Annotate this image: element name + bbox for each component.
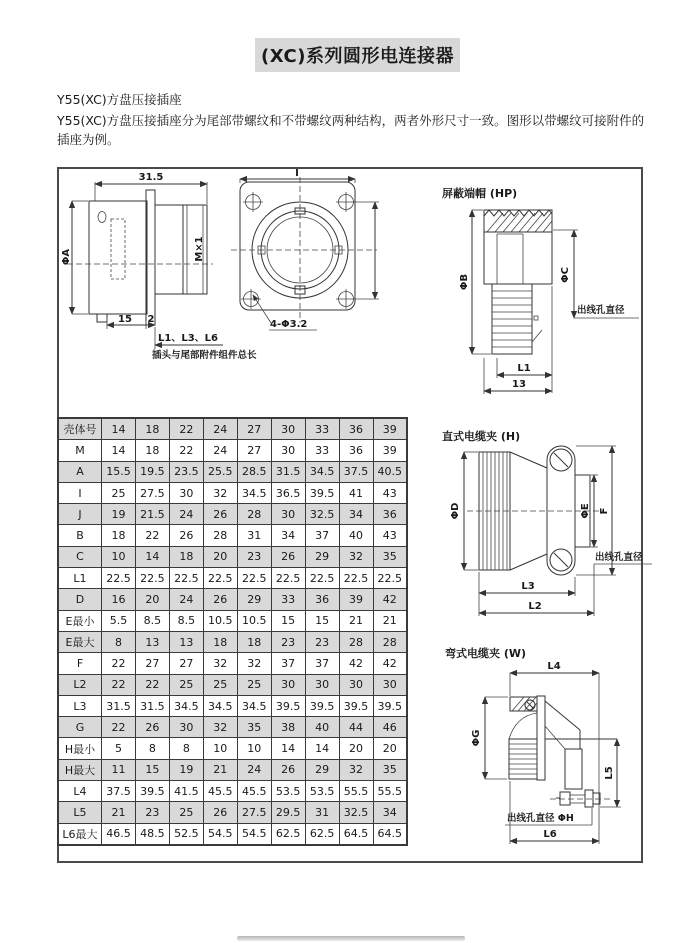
dim-L6: L6 bbox=[543, 829, 557, 840]
cell-value: 22.5 bbox=[169, 568, 203, 589]
cell-value: 23 bbox=[305, 631, 339, 652]
cell-value: 25 bbox=[102, 482, 136, 503]
cell-value: 18 bbox=[135, 440, 169, 461]
cell-value: 20 bbox=[339, 738, 373, 759]
cell-value: 32.5 bbox=[339, 802, 373, 823]
cell-value: 32.5 bbox=[305, 504, 339, 525]
cell-value: 33 bbox=[271, 589, 305, 610]
front-view-diagram bbox=[231, 167, 445, 339]
cell-value: 26 bbox=[203, 589, 237, 610]
cell-value: 28 bbox=[339, 631, 373, 652]
dim-I: I bbox=[295, 168, 299, 179]
cell-value: 40.5 bbox=[373, 461, 407, 482]
cell-value: 31 bbox=[237, 525, 271, 546]
cell-value: 30 bbox=[271, 418, 305, 440]
cell-value: 24 bbox=[169, 589, 203, 610]
row-label: B bbox=[58, 525, 102, 546]
cell-value: 8.5 bbox=[135, 610, 169, 631]
cell-value: 20 bbox=[203, 546, 237, 567]
cell-value: 10 bbox=[237, 738, 271, 759]
cell-value: 45.5 bbox=[237, 781, 271, 802]
cell-value: 42 bbox=[373, 589, 407, 610]
cell-value: 27 bbox=[169, 653, 203, 674]
cell-value: 21 bbox=[373, 610, 407, 631]
cell-value: 14 bbox=[102, 418, 136, 440]
row-label: 壳体号 bbox=[58, 418, 102, 440]
dim-phiE: ΦE bbox=[580, 503, 591, 519]
cell-value: 22.5 bbox=[102, 568, 136, 589]
cell-value: 24 bbox=[237, 759, 271, 780]
cell-value: 26 bbox=[271, 759, 305, 780]
cell-value: 26 bbox=[135, 717, 169, 738]
cell-value: 15 bbox=[271, 610, 305, 631]
cell-value: 41.5 bbox=[169, 781, 203, 802]
cell-value: 22 bbox=[169, 418, 203, 440]
cell-value: 25 bbox=[203, 674, 237, 695]
cell-value: 31.5 bbox=[271, 461, 305, 482]
row-label: M bbox=[58, 440, 102, 461]
cell-value: 34.5 bbox=[305, 461, 339, 482]
cell-value: 33 bbox=[305, 440, 339, 461]
cell-value: 18 bbox=[169, 546, 203, 567]
cell-value: 27 bbox=[237, 418, 271, 440]
row-label: C bbox=[58, 546, 102, 567]
table-row bbox=[58, 717, 407, 738]
cell-value: 39.5 bbox=[305, 482, 339, 503]
dim-L3: L3 bbox=[521, 581, 535, 592]
cell-value: 34.5 bbox=[237, 695, 271, 716]
drawing-frame bbox=[57, 167, 643, 863]
dim-F: F bbox=[599, 507, 610, 515]
cell-value: 28 bbox=[203, 525, 237, 546]
cell-value: 34 bbox=[339, 504, 373, 525]
cell-value: 23 bbox=[271, 631, 305, 652]
cell-value: 8 bbox=[169, 738, 203, 759]
table-row bbox=[58, 674, 407, 695]
hp-diagram bbox=[447, 182, 654, 397]
cell-value: 22 bbox=[169, 440, 203, 461]
cell-value: 10.5 bbox=[203, 610, 237, 631]
cell-value: 22.5 bbox=[339, 568, 373, 589]
side-view-diagram bbox=[61, 171, 257, 367]
cell-value: 39.5 bbox=[135, 781, 169, 802]
cell-value: 13 bbox=[135, 631, 169, 652]
cell-value: 39.5 bbox=[373, 695, 407, 716]
cell-value: 30 bbox=[305, 674, 339, 695]
cell-value: 23 bbox=[135, 802, 169, 823]
table-row bbox=[58, 440, 407, 461]
cell-value: 39.5 bbox=[271, 695, 305, 716]
table-row bbox=[58, 781, 407, 802]
dimension-table-body bbox=[58, 418, 407, 845]
table-row bbox=[58, 802, 407, 823]
cell-value: 48.5 bbox=[135, 823, 169, 845]
cell-value: 5.5 bbox=[102, 610, 136, 631]
cell-value: 14 bbox=[135, 546, 169, 567]
w-clamp-diagram bbox=[442, 656, 669, 861]
cell-value: 8 bbox=[102, 631, 136, 652]
cell-value: 23 bbox=[237, 546, 271, 567]
cell-value: 30 bbox=[339, 674, 373, 695]
cell-value: 18 bbox=[203, 631, 237, 652]
cell-value: 64.5 bbox=[339, 823, 373, 845]
cell-value: 37 bbox=[305, 525, 339, 546]
row-label: H最大 bbox=[58, 759, 102, 780]
cell-value: 26 bbox=[169, 525, 203, 546]
row-label: L1 bbox=[58, 568, 102, 589]
dim-phiG: ΦG bbox=[471, 729, 482, 747]
cell-value: 27 bbox=[135, 653, 169, 674]
cell-value: 52.5 bbox=[169, 823, 203, 845]
table-row bbox=[58, 546, 407, 567]
cell-value: 22.5 bbox=[373, 568, 407, 589]
dim-phiD: ΦD bbox=[450, 502, 461, 520]
cell-value: 25 bbox=[169, 674, 203, 695]
cell-value: 40 bbox=[339, 525, 373, 546]
cell-value: 54.5 bbox=[203, 823, 237, 845]
cell-value: 18 bbox=[135, 418, 169, 440]
cell-value: 19.5 bbox=[135, 461, 169, 482]
cell-value: 42 bbox=[339, 653, 373, 674]
dim-L2: L2 bbox=[528, 601, 542, 612]
cell-value: 22.5 bbox=[203, 568, 237, 589]
cell-value: 22 bbox=[135, 674, 169, 695]
cell-value: 29 bbox=[305, 546, 339, 567]
cell-value: 28.5 bbox=[237, 461, 271, 482]
cell-value: 35 bbox=[237, 717, 271, 738]
dim-L4: L4 bbox=[547, 661, 561, 672]
cell-value: 39 bbox=[339, 589, 373, 610]
table-row bbox=[58, 525, 407, 546]
dim-2: 2 bbox=[147, 314, 155, 325]
row-label: L6最大 bbox=[58, 823, 102, 845]
table-row bbox=[58, 631, 407, 652]
h-clamp-title: 直式电缆夹 (H) bbox=[442, 430, 521, 443]
cell-value: 22.5 bbox=[135, 568, 169, 589]
cell-value: 31.5 bbox=[135, 695, 169, 716]
cell-value: 34.5 bbox=[237, 482, 271, 503]
cell-value: 22 bbox=[102, 653, 136, 674]
side-view-caption: 插头与尾部附件组件总长 bbox=[152, 350, 257, 361]
cell-value: 37.5 bbox=[102, 781, 136, 802]
cell-value: 54.5 bbox=[237, 823, 271, 845]
cell-value: 10 bbox=[102, 546, 136, 567]
hp-title: 屏蔽端帽 (HP) bbox=[442, 187, 518, 200]
row-label: D bbox=[58, 589, 102, 610]
row-label: H最小 bbox=[58, 738, 102, 759]
row-label: L4 bbox=[58, 781, 102, 802]
cell-value: 30 bbox=[169, 482, 203, 503]
cell-value: 19 bbox=[169, 759, 203, 780]
w-clamp-title: 弯式电缆夹 (W) bbox=[445, 647, 527, 660]
cell-value: 29 bbox=[305, 759, 339, 780]
dim-phiB: ΦB bbox=[459, 273, 470, 291]
table-row bbox=[58, 610, 407, 631]
cell-value: 22.5 bbox=[305, 568, 339, 589]
row-label: E最小 bbox=[58, 610, 102, 631]
cell-value: 42 bbox=[373, 653, 407, 674]
dim-phiC: ΦC bbox=[560, 267, 571, 283]
cell-value: 32 bbox=[339, 759, 373, 780]
cell-value: 32 bbox=[237, 653, 271, 674]
cell-value: 55.5 bbox=[339, 781, 373, 802]
table-row bbox=[58, 461, 407, 482]
cell-value: 26 bbox=[203, 802, 237, 823]
cell-value: 26 bbox=[271, 546, 305, 567]
cell-value: 39.5 bbox=[305, 695, 339, 716]
row-label: L2 bbox=[58, 674, 102, 695]
table-row bbox=[58, 504, 407, 525]
cell-value: 15 bbox=[305, 610, 339, 631]
cell-value: 44 bbox=[339, 717, 373, 738]
dim-15: 15 bbox=[118, 314, 132, 325]
intro-line-2: Y55(XC)方盘压接插座分为尾部带螺纹和不带螺纹两种结构，两者外形尺寸一致。图形以带螺纹可接附件的插座为例。 bbox=[57, 112, 645, 147]
cell-value: 21.5 bbox=[135, 504, 169, 525]
row-label: J bbox=[58, 504, 102, 525]
cell-value: 10 bbox=[203, 738, 237, 759]
cell-value: 15 bbox=[135, 759, 169, 780]
cell-value: 34 bbox=[271, 525, 305, 546]
cell-value: 30 bbox=[271, 674, 305, 695]
cell-value: 24 bbox=[203, 440, 237, 461]
dim-31-5: 31.5 bbox=[138, 172, 164, 183]
table-row bbox=[58, 568, 407, 589]
cell-value: 19 bbox=[102, 504, 136, 525]
cell-value: 27.5 bbox=[237, 802, 271, 823]
cell-value: 20 bbox=[373, 738, 407, 759]
cell-value: 14 bbox=[271, 738, 305, 759]
cell-value: 36 bbox=[305, 589, 339, 610]
cell-value: 35 bbox=[373, 759, 407, 780]
w-outlet-label: 出线孔直径 ΦH bbox=[507, 813, 574, 824]
row-label: G bbox=[58, 717, 102, 738]
cell-value: 14 bbox=[305, 738, 339, 759]
cell-value: 24 bbox=[169, 504, 203, 525]
table-row bbox=[58, 418, 407, 440]
dim-phiA: ΦA bbox=[61, 248, 72, 266]
cell-value: 53.5 bbox=[271, 781, 305, 802]
cell-value: 34.5 bbox=[169, 695, 203, 716]
cell-value: 18 bbox=[102, 525, 136, 546]
table-row bbox=[58, 738, 407, 759]
table-row bbox=[58, 759, 407, 780]
intro-text bbox=[57, 91, 653, 151]
intro-line-1: Y55(XC)方盘压接插座 bbox=[57, 92, 182, 107]
cell-value: 43 bbox=[373, 525, 407, 546]
cell-value: 10.5 bbox=[237, 610, 271, 631]
cell-value: 36 bbox=[373, 504, 407, 525]
cell-value: 25 bbox=[237, 674, 271, 695]
cell-value: 38 bbox=[271, 717, 305, 738]
page-title: (XC)系列圆形电连接器 bbox=[255, 38, 460, 72]
cell-value: 36 bbox=[339, 440, 373, 461]
cell-value: 21 bbox=[339, 610, 373, 631]
cell-value: 33 bbox=[305, 418, 339, 440]
cell-value: 18 bbox=[237, 631, 271, 652]
cell-value: 37 bbox=[305, 653, 339, 674]
cell-value: 32 bbox=[203, 482, 237, 503]
cell-value: 13 bbox=[169, 631, 203, 652]
cell-value: 21 bbox=[203, 759, 237, 780]
dim-thread: M×1 bbox=[194, 236, 205, 262]
cell-value: 30 bbox=[169, 717, 203, 738]
cell-value: 11 bbox=[102, 759, 136, 780]
cell-value: 30 bbox=[271, 504, 305, 525]
cell-value: 28 bbox=[237, 504, 271, 525]
row-label: A bbox=[58, 461, 102, 482]
row-label: E最大 bbox=[58, 631, 102, 652]
cell-value: 40 bbox=[305, 717, 339, 738]
dim-l-group: L1、L3、L6 bbox=[158, 333, 218, 344]
cell-value: 46 bbox=[373, 717, 407, 738]
dimension-table bbox=[57, 417, 408, 846]
cell-value: 29.5 bbox=[271, 802, 305, 823]
cell-value: 22 bbox=[102, 674, 136, 695]
cell-value: 26 bbox=[203, 504, 237, 525]
h-clamp-diagram bbox=[442, 441, 669, 646]
cell-value: 25.5 bbox=[203, 461, 237, 482]
table-row bbox=[58, 589, 407, 610]
row-label: L5 bbox=[58, 802, 102, 823]
cell-value: 36 bbox=[339, 418, 373, 440]
cell-value: 25 bbox=[169, 802, 203, 823]
cell-value: 31.5 bbox=[102, 695, 136, 716]
cell-value: 15.5 bbox=[102, 461, 136, 482]
cell-value: 62.5 bbox=[271, 823, 305, 845]
cell-value: 30 bbox=[373, 674, 407, 695]
h-outlet-label: 出线孔直径 bbox=[595, 552, 643, 563]
cell-value: 30 bbox=[271, 440, 305, 461]
cell-value: 37 bbox=[271, 653, 305, 674]
cell-value: 35 bbox=[373, 546, 407, 567]
cell-value: 29 bbox=[237, 589, 271, 610]
cell-value: 32 bbox=[203, 653, 237, 674]
cell-value: 45.5 bbox=[203, 781, 237, 802]
cell-value: 64.5 bbox=[373, 823, 407, 845]
cell-value: 21 bbox=[102, 802, 136, 823]
holes-label: 4-Φ3.2 bbox=[270, 319, 308, 330]
cell-value: 16 bbox=[102, 589, 136, 610]
cell-value: 32 bbox=[339, 546, 373, 567]
cell-value: 46.5 bbox=[102, 823, 136, 845]
cell-value: 53.5 bbox=[305, 781, 339, 802]
cell-value: 34.5 bbox=[203, 695, 237, 716]
cell-value: 41 bbox=[339, 482, 373, 503]
cell-value: 32 bbox=[203, 717, 237, 738]
cell-value: 39 bbox=[373, 418, 407, 440]
table-row bbox=[58, 653, 407, 674]
dim-L1: L1 bbox=[517, 363, 531, 374]
cell-value: 22.5 bbox=[237, 568, 271, 589]
table-row bbox=[58, 695, 407, 716]
cell-value: 22 bbox=[135, 525, 169, 546]
cell-value: 55.5 bbox=[373, 781, 407, 802]
cell-value: 62.5 bbox=[305, 823, 339, 845]
row-label: F bbox=[58, 653, 102, 674]
row-label: L3 bbox=[58, 695, 102, 716]
cell-value: 14 bbox=[102, 440, 136, 461]
cell-value: 20 bbox=[135, 589, 169, 610]
cell-value: 34 bbox=[373, 802, 407, 823]
cell-value: 28 bbox=[373, 631, 407, 652]
dim-13: 13 bbox=[512, 379, 526, 390]
hp-outlet-label: 出线孔直径 bbox=[577, 305, 625, 316]
cell-value: 22 bbox=[102, 717, 136, 738]
cell-value: 31 bbox=[305, 802, 339, 823]
cell-value: 43 bbox=[373, 482, 407, 503]
cell-value: 37.5 bbox=[339, 461, 373, 482]
cell-value: 8.5 bbox=[169, 610, 203, 631]
cell-value: 23.5 bbox=[169, 461, 203, 482]
cell-value: 36.5 bbox=[271, 482, 305, 503]
cell-value: 39 bbox=[373, 440, 407, 461]
table-row bbox=[58, 823, 407, 845]
cell-value: 39.5 bbox=[339, 695, 373, 716]
cell-value: 5 bbox=[102, 738, 136, 759]
cell-value: 22.5 bbox=[271, 568, 305, 589]
cell-value: 27.5 bbox=[135, 482, 169, 503]
dim-L5: L5 bbox=[604, 766, 615, 780]
cell-value: 27 bbox=[237, 440, 271, 461]
table-row bbox=[58, 482, 407, 503]
cell-value: 8 bbox=[135, 738, 169, 759]
page-bottom-shadow bbox=[237, 936, 465, 941]
cell-value: 24 bbox=[203, 418, 237, 440]
row-label: I bbox=[58, 482, 102, 503]
